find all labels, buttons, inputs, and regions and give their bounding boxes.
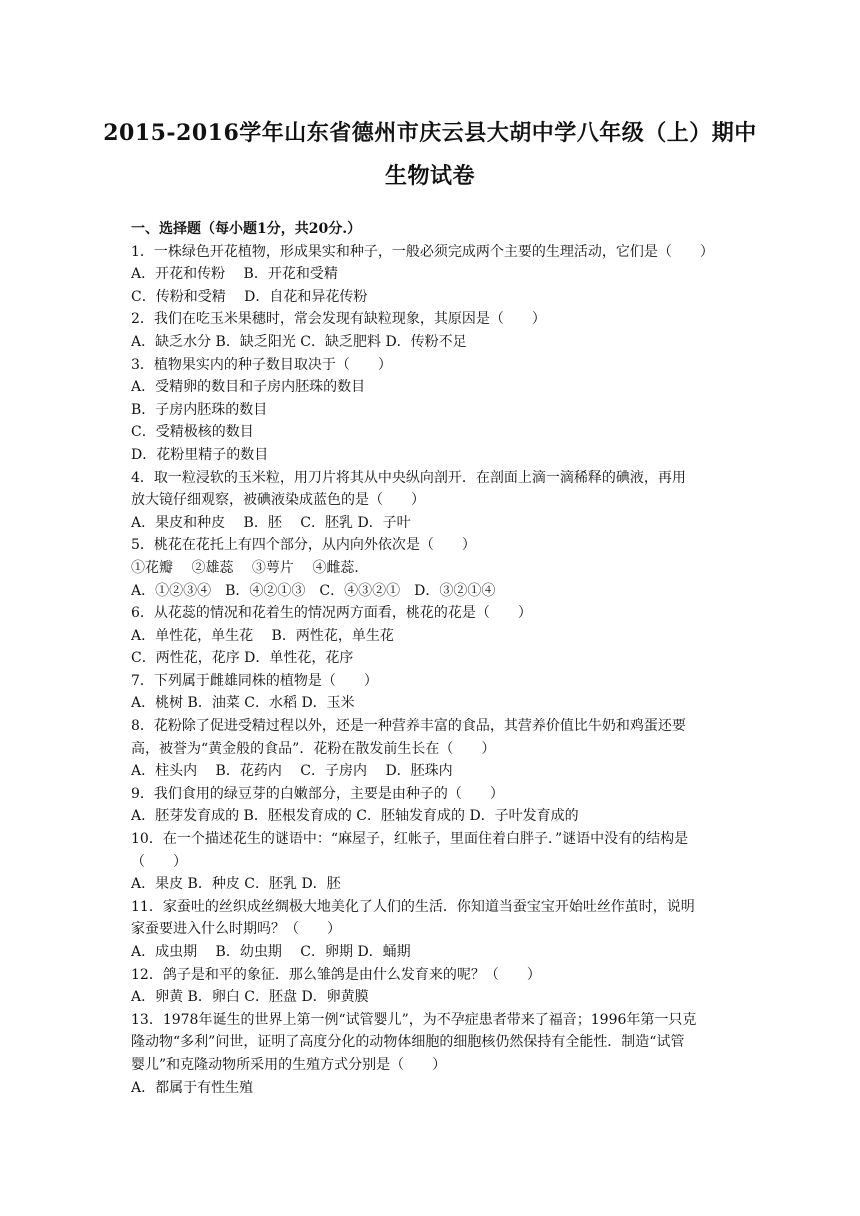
question-line: C．受精极核的数目 (131, 424, 254, 441)
question-line: A．成虫期 B．幼虫期 C．卵期 D．蛹期 (131, 944, 411, 960)
question-line: 家蚕要进入什么时期吗？（ ） (131, 921, 341, 938)
question-line: A．柱头内 B．花药内 C．子房内 D．胚珠内 (131, 763, 453, 780)
question-line: A．果皮和种皮 B．胚 C．胚乳 D．子叶 (131, 514, 411, 531)
question-line: A．开花和传粉 B．开花和受精 (131, 266, 338, 283)
question-line: C．两性花，花序 D．单性花，花序 (131, 650, 354, 667)
question-body (131, 218, 731, 1099)
question-line: C．传粉和受精 D．自花和异花传粉 (131, 288, 368, 305)
question-line: 6．从花蕊的情况和花着生的情况两方面看，桃花的花是（ ） (131, 605, 532, 622)
question-line: 13．1978年诞生的世界上第一例“试管婴儿”，为不孕症患者带来了福音；1996年第一只克 (131, 1011, 697, 1028)
question-line: 12．鸽子是和平的象征．那么雏鸽是由什么发育来的呢？（ ） (131, 966, 541, 983)
question-line: 高，被誉为“黄金般的食品”．花粉在散发前生长在（ ） (131, 740, 496, 757)
question-line: A．缺乏水分 B．缺乏阳光 C．缺乏肥料 D．传粉不足 (131, 333, 467, 350)
question-line: 8．花粉除了促进受精过程以外，还是一种营养丰富的食品，其营养价值比牛奶和鸡蛋还要 (131, 718, 686, 735)
question-line: A．①②③④ B．④②①③ C．④③②① D．③②①④ (131, 582, 496, 599)
question-line: B．子房内胚珠的数目 (131, 401, 268, 418)
question-line: A．单性花，单生花 B．两性花，单生花 (131, 627, 394, 644)
question-line: 10．在一个描述花生的谜语中：“麻屋子，红帐子，里面住着白胖子．”谜语中没有的结构是 (131, 831, 689, 848)
question-line: D．花粉里精子的数目 (131, 446, 269, 463)
question-line: 隆动物“多利”问世，证明了高度分化的动物体细胞的细胞核仍然保持有全能性．制造“试管 (131, 1034, 685, 1051)
question-line: 11．家蚕吐的丝织成丝绸极大地美化了人们的生活．你知道当蚕宝宝开始吐丝作茧时，说明 (131, 898, 695, 915)
question-line: A．都属于有性生殖 (131, 1079, 254, 1096)
question-line: A．受精卵的数目和子房内胚珠的数目 (131, 379, 366, 396)
question-line: 婴儿”和克隆动物所采用的生殖方式分别是（ ） (131, 1056, 447, 1073)
question-line: 7．下列属于雌雄同株的植物是（ ） (131, 672, 378, 689)
document-title-line-1: 2015-2016学年山东省德州市庆云县大胡中学八年级（上）期中 (103, 120, 757, 146)
document-title-line-2: 生物试卷 (384, 163, 475, 189)
question-line: A．果皮 B．种皮 C．胚乳 D．胚 (131, 876, 341, 893)
question-line: 4．取一粒浸软的玉米粒，用刀片将其从中央纵向剖开．在剖面上滴一滴稀释的碘液，再用 (131, 469, 686, 486)
question-line: 2．我们在吃玉米果穗时，常会发现有缺粒现象，其原因是（ ） (131, 311, 546, 328)
question-line: 9．我们食用的绿豆芽的白嫩部分，主要是由种子的（ ） (131, 785, 504, 802)
question-line: A．桃树 B．油菜 C．水稻 D．玉米 (131, 695, 355, 712)
question-line: A．卵黄 B．卵白 C．胚盘 D．卵黄膜 (131, 989, 369, 1006)
question-line: 5．桃花在花托上有四个部分，从内向外依次是（ ） (131, 537, 476, 554)
question-line: ①花瓣 ②雄蕊 ③萼片 ④雌蕊． (131, 559, 369, 576)
question-line: （ ） (131, 853, 187, 870)
question-lines (131, 241, 731, 1100)
question-line: 放大镜仔细观察，被碘液染成蓝色的是（ ） (131, 492, 425, 509)
question-line: 3．植物果实内的种子数目取决于（ ） (131, 356, 392, 373)
section-heading: 一、选择题（每小题1分，共20分.） (131, 221, 362, 237)
question-line: A．胚芽发育成的 B．胚根发育成的 C．胚轴发育成的 D．子叶发育成的 (131, 808, 579, 825)
question-line: 1．一株绿色开花植物，形成果实和种子，一般必须完成两个主要的生理活动，它们是（ ） (131, 243, 714, 260)
